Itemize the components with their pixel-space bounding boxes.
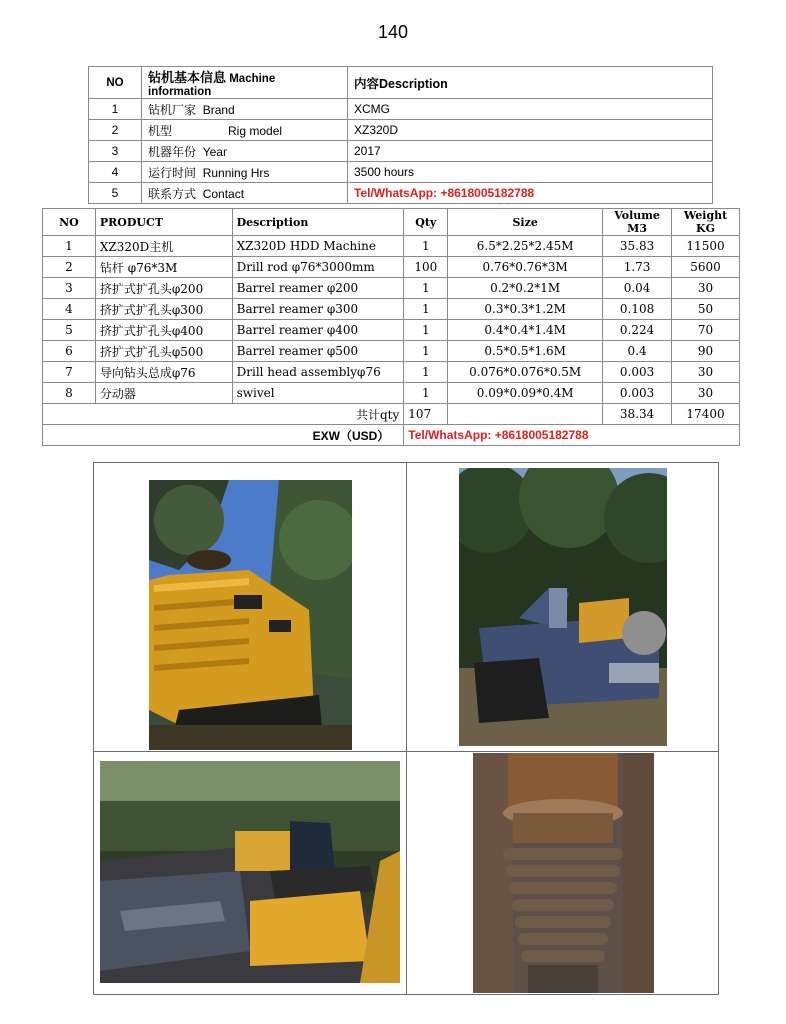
cell-product: 挤扩式扩孔头φ200 <box>95 278 232 299</box>
total-label: 共计qty <box>43 404 404 425</box>
cell-volume: 1.73 <box>603 257 672 278</box>
cell-qty: 1 <box>404 362 448 383</box>
cell-qty: 1 <box>404 383 448 404</box>
cell-product: 导向钻头总成φ76 <box>95 362 232 383</box>
cell-qty: 1 <box>404 278 448 299</box>
product-row <box>43 236 740 257</box>
exw-contact: Tel/WhatsApp: +8618005182788 <box>404 425 740 446</box>
cell-volume: 0.224 <box>603 320 672 341</box>
cell-product: 挤扩式扩孔头φ400 <box>95 320 232 341</box>
grid-divider <box>94 751 718 752</box>
cell-weight: 70 <box>672 320 740 341</box>
cell-no: 6 <box>43 341 96 362</box>
cell-size: 0.76*0.76*3M <box>448 257 603 278</box>
cell-description: Barrel reamer φ500 <box>232 341 404 362</box>
product-row <box>43 383 740 404</box>
cell-size: 0.09*0.09*0.4M <box>448 383 603 404</box>
cell-weight: 30 <box>672 362 740 383</box>
cell-description: Barrel reamer φ400 <box>232 320 404 341</box>
cell-product: 分动器 <box>95 383 232 404</box>
total-weight: 17400 <box>672 404 740 425</box>
cell-no: 7 <box>43 362 96 383</box>
cell-no: 5 <box>43 320 96 341</box>
total-row <box>43 404 740 425</box>
product-row <box>43 341 740 362</box>
cell-qty: 1 <box>404 320 448 341</box>
cell-qty: 1 <box>404 341 448 362</box>
contact-phone: Tel/WhatsApp: +8618005182788 <box>348 183 713 204</box>
cell-weight: 90 <box>672 341 740 362</box>
cell-volume: 0.04 <box>603 278 672 299</box>
total-volume: 38.34 <box>603 404 672 425</box>
product-row <box>43 278 740 299</box>
total-qty: 107 <box>404 404 448 425</box>
product-row <box>43 320 740 341</box>
cell-volume: 0.003 <box>603 383 672 404</box>
header-machine-info: 钻机基本信息 Machine information <box>142 67 348 99</box>
header-no: NO <box>89 67 142 99</box>
cell-weight: 30 <box>672 278 740 299</box>
cell-product: 钻杆 φ76*3M <box>95 257 232 278</box>
cell-no: 4 <box>43 299 96 320</box>
cell-volume: 0.108 <box>603 299 672 320</box>
photo-operator-seat <box>100 761 400 983</box>
info-header-row <box>89 67 713 99</box>
cell-description: Barrel reamer φ200 <box>232 278 404 299</box>
cell-size: 0.3*0.3*1.2M <box>448 299 603 320</box>
info-row: 3 机器年份 Year 2017 <box>89 141 713 162</box>
info-row: 1 钻机厂家 Brand XCMG <box>89 99 713 120</box>
cell-size: 6.5*2.25*2.45M <box>448 236 603 257</box>
cell-size: 0.4*0.4*1.4M <box>448 320 603 341</box>
exw-row <box>43 425 740 446</box>
cell-description: XZ320D HDD Machine <box>232 236 404 257</box>
page-number: 140 <box>377 22 409 42</box>
cell-weight: 5600 <box>672 257 740 278</box>
cell-weight: 11500 <box>672 236 740 257</box>
cell-volume: 0.003 <box>603 362 672 383</box>
product-row <box>43 362 740 383</box>
product-table <box>42 208 740 446</box>
info-row: 5 联系方式 Contact Tel/WhatsApp: +8618005182788 <box>89 183 713 204</box>
info-row: 2 机型 Rig model XZ320D <box>89 120 713 141</box>
product-row <box>43 299 740 320</box>
cell-volume: 0.4 <box>603 341 672 362</box>
photo-grid <box>93 462 719 995</box>
cell-size: 0.5*0.5*1.6M <box>448 341 603 362</box>
header-description: 内容Description <box>348 67 713 99</box>
cell-description: swivel <box>232 383 404 404</box>
info-row: 4 运行时间 Running Hrs 3500 hours <box>89 162 713 183</box>
cell-description: Drill head assemblyφ76 <box>232 362 404 383</box>
cell-description: Drill rod φ76*3000mm <box>232 257 404 278</box>
machine-info-table <box>88 66 713 204</box>
product-header-row: NO PRODUCT Description Qty Size Volume M3 Weight KG <box>43 209 740 236</box>
cell-product: XZ320D主机 <box>95 236 232 257</box>
cell-no: 2 <box>43 257 96 278</box>
cell-size: 0.2*0.2*1M <box>448 278 603 299</box>
cell-product: 挤扩式扩孔头φ300 <box>95 299 232 320</box>
cell-no: 8 <box>43 383 96 404</box>
photo-drill-rod-thread <box>473 753 654 993</box>
grid-divider <box>406 463 407 994</box>
product-row <box>43 257 740 278</box>
cell-no: 3 <box>43 278 96 299</box>
cell-size: 0.076*0.076*0.5M <box>448 362 603 383</box>
cell-qty: 1 <box>404 299 448 320</box>
exw-label: EXW（USD） <box>43 425 404 446</box>
photo-drill-rig-rear <box>149 480 352 750</box>
cell-weight: 50 <box>672 299 740 320</box>
cell-volume: 35.83 <box>603 236 672 257</box>
cell-qty: 1 <box>404 236 448 257</box>
cell-no: 1 <box>43 236 96 257</box>
cell-product: 挤扩式扩孔头φ500 <box>95 341 232 362</box>
cell-qty: 100 <box>404 257 448 278</box>
photo-drill-rig-side <box>459 468 667 746</box>
cell-weight: 30 <box>672 383 740 404</box>
cell-description: Barrel reamer φ300 <box>232 299 404 320</box>
